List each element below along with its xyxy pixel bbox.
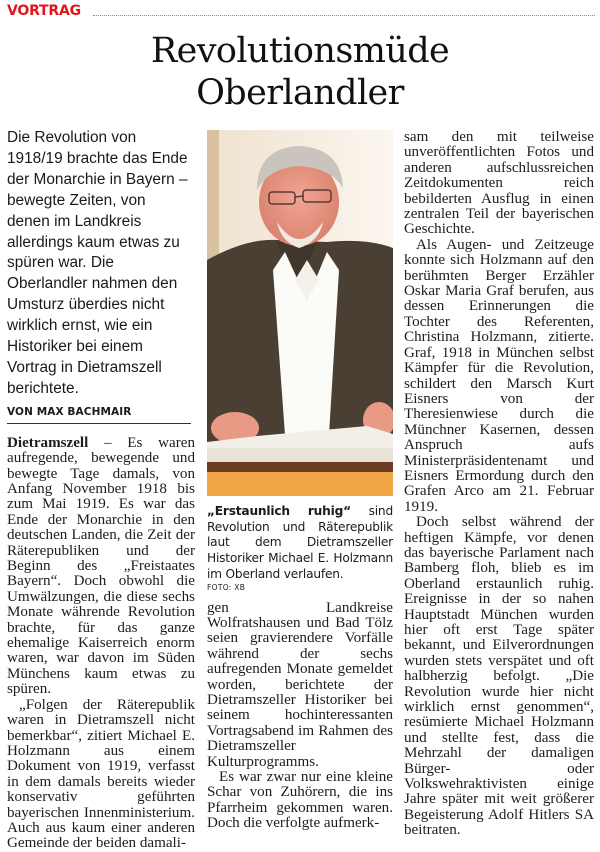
article-paragraph: Als Augen- und Zeitzeuge konnte sich Holzmann auf den berühmten Berger Erzähler Oskar Maria Graf berufen, aus dessen Erinnerungen die Tochter des Referenten, Christina Holzmann, zitierte. Graf, 1918 in München selbst Kämpfer für die Revolution, schildert den Marsch Kurt Eisners von der Theresienwiese durch die Münchner Kasernen, dessen Anspruch aufs Ministerpräsidentenamt und Eisners Ermordung durch den Grafen Arco am 21. Februar 1919. [404, 236, 594, 515]
photo-caption [207, 504, 393, 593]
paragraph-1-text: – Es waren aufregende, bewegende und bewegte Tage damals, von Anfang November 1918 bis zum Mai 1919. Es war das Ende der Monarchie in den deutschen Landen, die Zeit der Räterepubliken und der Beginn des „Freistaates Bayern“. Doch obwohl die Umwälzungen, die diese sechs Monate währende Revolution brachte, für das ganze ehemalige Kaiserreich enorm waren, war davon im Süden Münchens kaum etwas zu spüren. [7, 434, 195, 698]
caption-lead: „Erstaunlich ruhig“ [207, 504, 351, 518]
photo-credit: FOTO: XB [207, 582, 246, 592]
article-paragraph: Doch selbst während der heftigen Kämpfe, vor denen das bayerische Parlament nach Bamberg floh, blieb es im Oberland erstaunlich ruhig. Ereignisse in der so nahen Hauptstadt München wurden hier oft erst Tage später bekannt, und Eilverordnungen wurden stets verspätet und oft halbherzig befolgt. „Die Revolution wurde hier nicht wirklich ernst genommen“, resümierte Michael Holzmann und stellte fest, dass die Mehrzahl der damaligen Bürger- oder Volkswehraktivisten einige Jahre später mit weit größerer Begeisterung Adolf Hitlers SA beitraten. [404, 514, 594, 839]
article-paragraph: „Folgen der Räterepublik waren in Dietramszell nicht bemerkbar“, zitiert Michael E. Holzmann aus einem Dokument von 1919, verfasst in dem damals bereits wieder konservativ geführten bayerischen Innenministerium. Auch aus kaum einer anderen Gemeinde der beiden damali- [7, 696, 195, 852]
article-column-1 [7, 436, 195, 852]
article-column-2 [207, 601, 393, 832]
column-1 [7, 128, 195, 852]
section-kicker: VORTRAG [7, 3, 81, 19]
dotted-rule [93, 15, 595, 16]
article-column-3 [404, 130, 594, 839]
teaser-text: Die Revolution von 1918/19 brachte das Ende der Monarchie in Bayern – bewegte Zeiten, von denen im Landkreis allerdings kaum etwas zu spüren war. Die Oberlandler nahmen den Umsturz überdies nicht wirklich ernst, wie ein Historiker bei einem Vortrag in Dietramszell berichtete. [7, 129, 188, 397]
headline-line-1: Revolutionsmüde [150, 31, 450, 71]
column-2 [207, 130, 393, 832]
headline-line-2: Oberlandler [196, 73, 404, 113]
dateline: Dietramszell [7, 434, 89, 451]
headline [0, 30, 600, 114]
article-paragraph: Es war zwar nur eine kleine Schar von Zuhörern, die ins Pfarrheim gekommen waren. Doch die verfolgte aufmerk- [207, 768, 393, 832]
portrait-photo-icon [207, 130, 393, 496]
section-header [7, 3, 595, 23]
caption-text: sind Revolution und Räterepublik laut dem Dietramszeller Historiker Michael E. Holzmann im Oberland verlaufen. [207, 504, 393, 581]
article-photo [207, 130, 393, 496]
byline: VON MAX BACHMAIR [7, 406, 191, 424]
article-paragraph [7, 436, 195, 698]
article-paragraph: gen Landkreise Wolfratshausen und Bad Tölz seien gravierendere Vorfälle während der sechs aufregenden Monate gemeldet worden, berichtete der Dietramszeller Historiker bei seinem hochinteressanten Vortragsabend im Rahmen des Dietramszeller Kulturprogramms. [207, 599, 393, 770]
article-paragraph: sam den mit teilweise unveröffentlichten Fotos und anderen aufschlussreichen Zeitdokumenten reich bebilderten Ausflug in einen zentralen Teil der bayerischen Geschichte. [404, 129, 594, 238]
